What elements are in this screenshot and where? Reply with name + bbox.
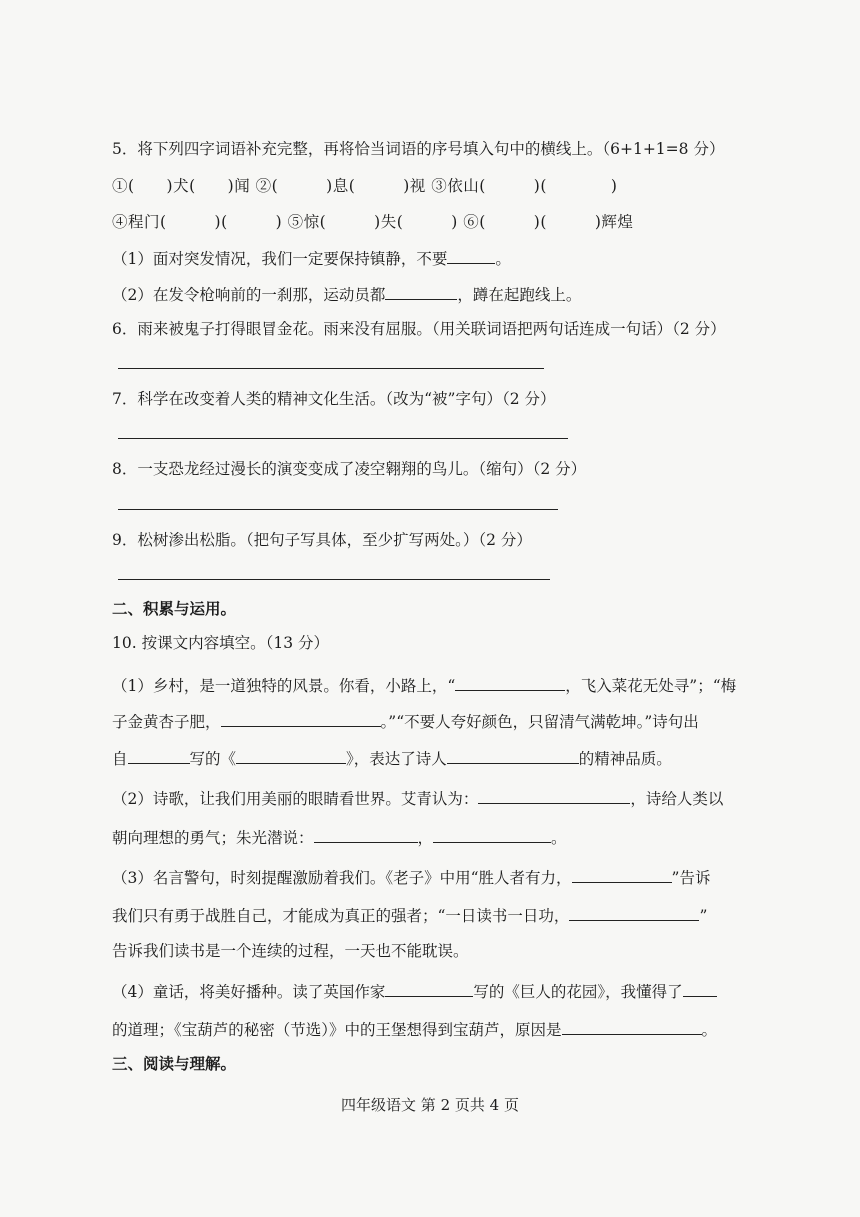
- q10-blank-aiqing[interactable]: [478, 787, 630, 804]
- q9-answer-line[interactable]: [118, 579, 550, 580]
- q10-blank-dushu[interactable]: [569, 904, 699, 921]
- q10-part4-line1: （4）童话，将美好播种。读了英国作家 写的《巨人的花园》，我懂得了: [0, 980, 860, 1003]
- q8-answer-line[interactable]: [118, 509, 558, 510]
- q10-part2-line2: 朝向理想的勇气；朱光潜说： ， 。: [0, 826, 860, 849]
- q6-answer-line[interactable]: [118, 368, 544, 369]
- q10-part2-line1: （2）诗歌，让我们用美丽的眼睛看世界。艾青认为： ，诗给人类以: [0, 787, 860, 810]
- section-2-title: 二、积累与运用。: [112, 599, 237, 618]
- q10-blank-zhu-2[interactable]: [433, 826, 551, 843]
- q6-stem: 6．雨来被鬼子打得眼冒金花。雨来没有屈服。（用关联词语把两句话连成一句话）（2 分）: [112, 320, 726, 338]
- q10-part1-line3: 自 写的《 》，表达了诗人 的精神品质。: [0, 747, 860, 770]
- q10-blank-reason[interactable]: [562, 1018, 702, 1035]
- q5-sentence-1: （1）面对突发情况，我们一定要保持镇静，不要 。: [0, 247, 860, 270]
- q5-row1: ①( )犬( )闻 ②( )息( )视 ③依山( )( ): [112, 177, 618, 195]
- q10-part4-line2: 的道理；《宝葫芦的秘密（节选）》中的王堡想得到宝葫芦，原因是 。: [0, 1018, 860, 1041]
- q10-blank-british-author[interactable]: [385, 980, 473, 997]
- q10-blank-poem-line-2[interactable]: [221, 710, 381, 727]
- q9-stem: 9．松树渗出松脂。（把句子写具体，至少扩写两处。）（2 分）: [112, 531, 532, 549]
- q10-blank-lesson[interactable]: [683, 980, 717, 997]
- q10-part1-line1: （1）乡村，是一道独特的风景。你看，小路上，“ ，飞入菜花无处寻”；“梅: [0, 674, 860, 697]
- q10-stem: 10. 按课文内容填空。（13 分）: [112, 634, 329, 652]
- q5-row2: ④程门( )( ) ⑤惊( )失( ) ⑥( )( )辉煌: [112, 213, 634, 231]
- q8-stem: 8．一支恐龙经过漫长的演变变成了凌空翱翔的鸟儿。（缩句）（2 分）: [112, 460, 587, 478]
- q10-blank-poem-title[interactable]: [236, 747, 346, 764]
- q10-blank-quality[interactable]: [447, 747, 579, 764]
- section-3-title: 三、阅读与理解。: [112, 1054, 237, 1073]
- page-footer: 四年级语文 第 2 页共 4 页: [341, 1096, 519, 1114]
- q10-blank-poem-line[interactable]: [455, 674, 565, 691]
- q7-answer-line[interactable]: [118, 438, 568, 439]
- q5-blank-2[interactable]: [385, 283, 457, 300]
- q10-part3-line3: 告诉我们读书是一个连续的过程，一天也不能耽误。: [112, 942, 469, 960]
- q7-stem: 7．科学在改变着人类的精神文化生活。（改为“被”字句）（2 分）: [112, 390, 556, 408]
- q10-blank-zhu-1[interactable]: [314, 826, 418, 843]
- q10-part1-line2: 子金黄杏子肥， 。”“不要人夸好颜色，只留清气满乾坤。”诗句出: [0, 710, 860, 733]
- q5-stem: 5．将下列四字词语补充完整，再将恰当词语的序号填入句中的横线上。（6+1+1=8 分）: [112, 140, 725, 158]
- q10-part3-line2: 我们只有勇于战胜自己，才能成为真正的强者；“一日读书一日功， ”: [0, 904, 860, 927]
- q10-blank-author[interactable]: [128, 747, 190, 764]
- q5-blank-1[interactable]: [447, 247, 495, 264]
- q10-part3-line1: （3）名言警句，时刻提醒激励着我们。《老子》中用“胜人者有力， ”告诉: [0, 866, 860, 889]
- q5-sentence-2: （2）在发令枪响前的一刹那，运动员都 ，蹲在起跑线上。: [0, 283, 860, 306]
- q10-blank-laozi[interactable]: [572, 866, 672, 883]
